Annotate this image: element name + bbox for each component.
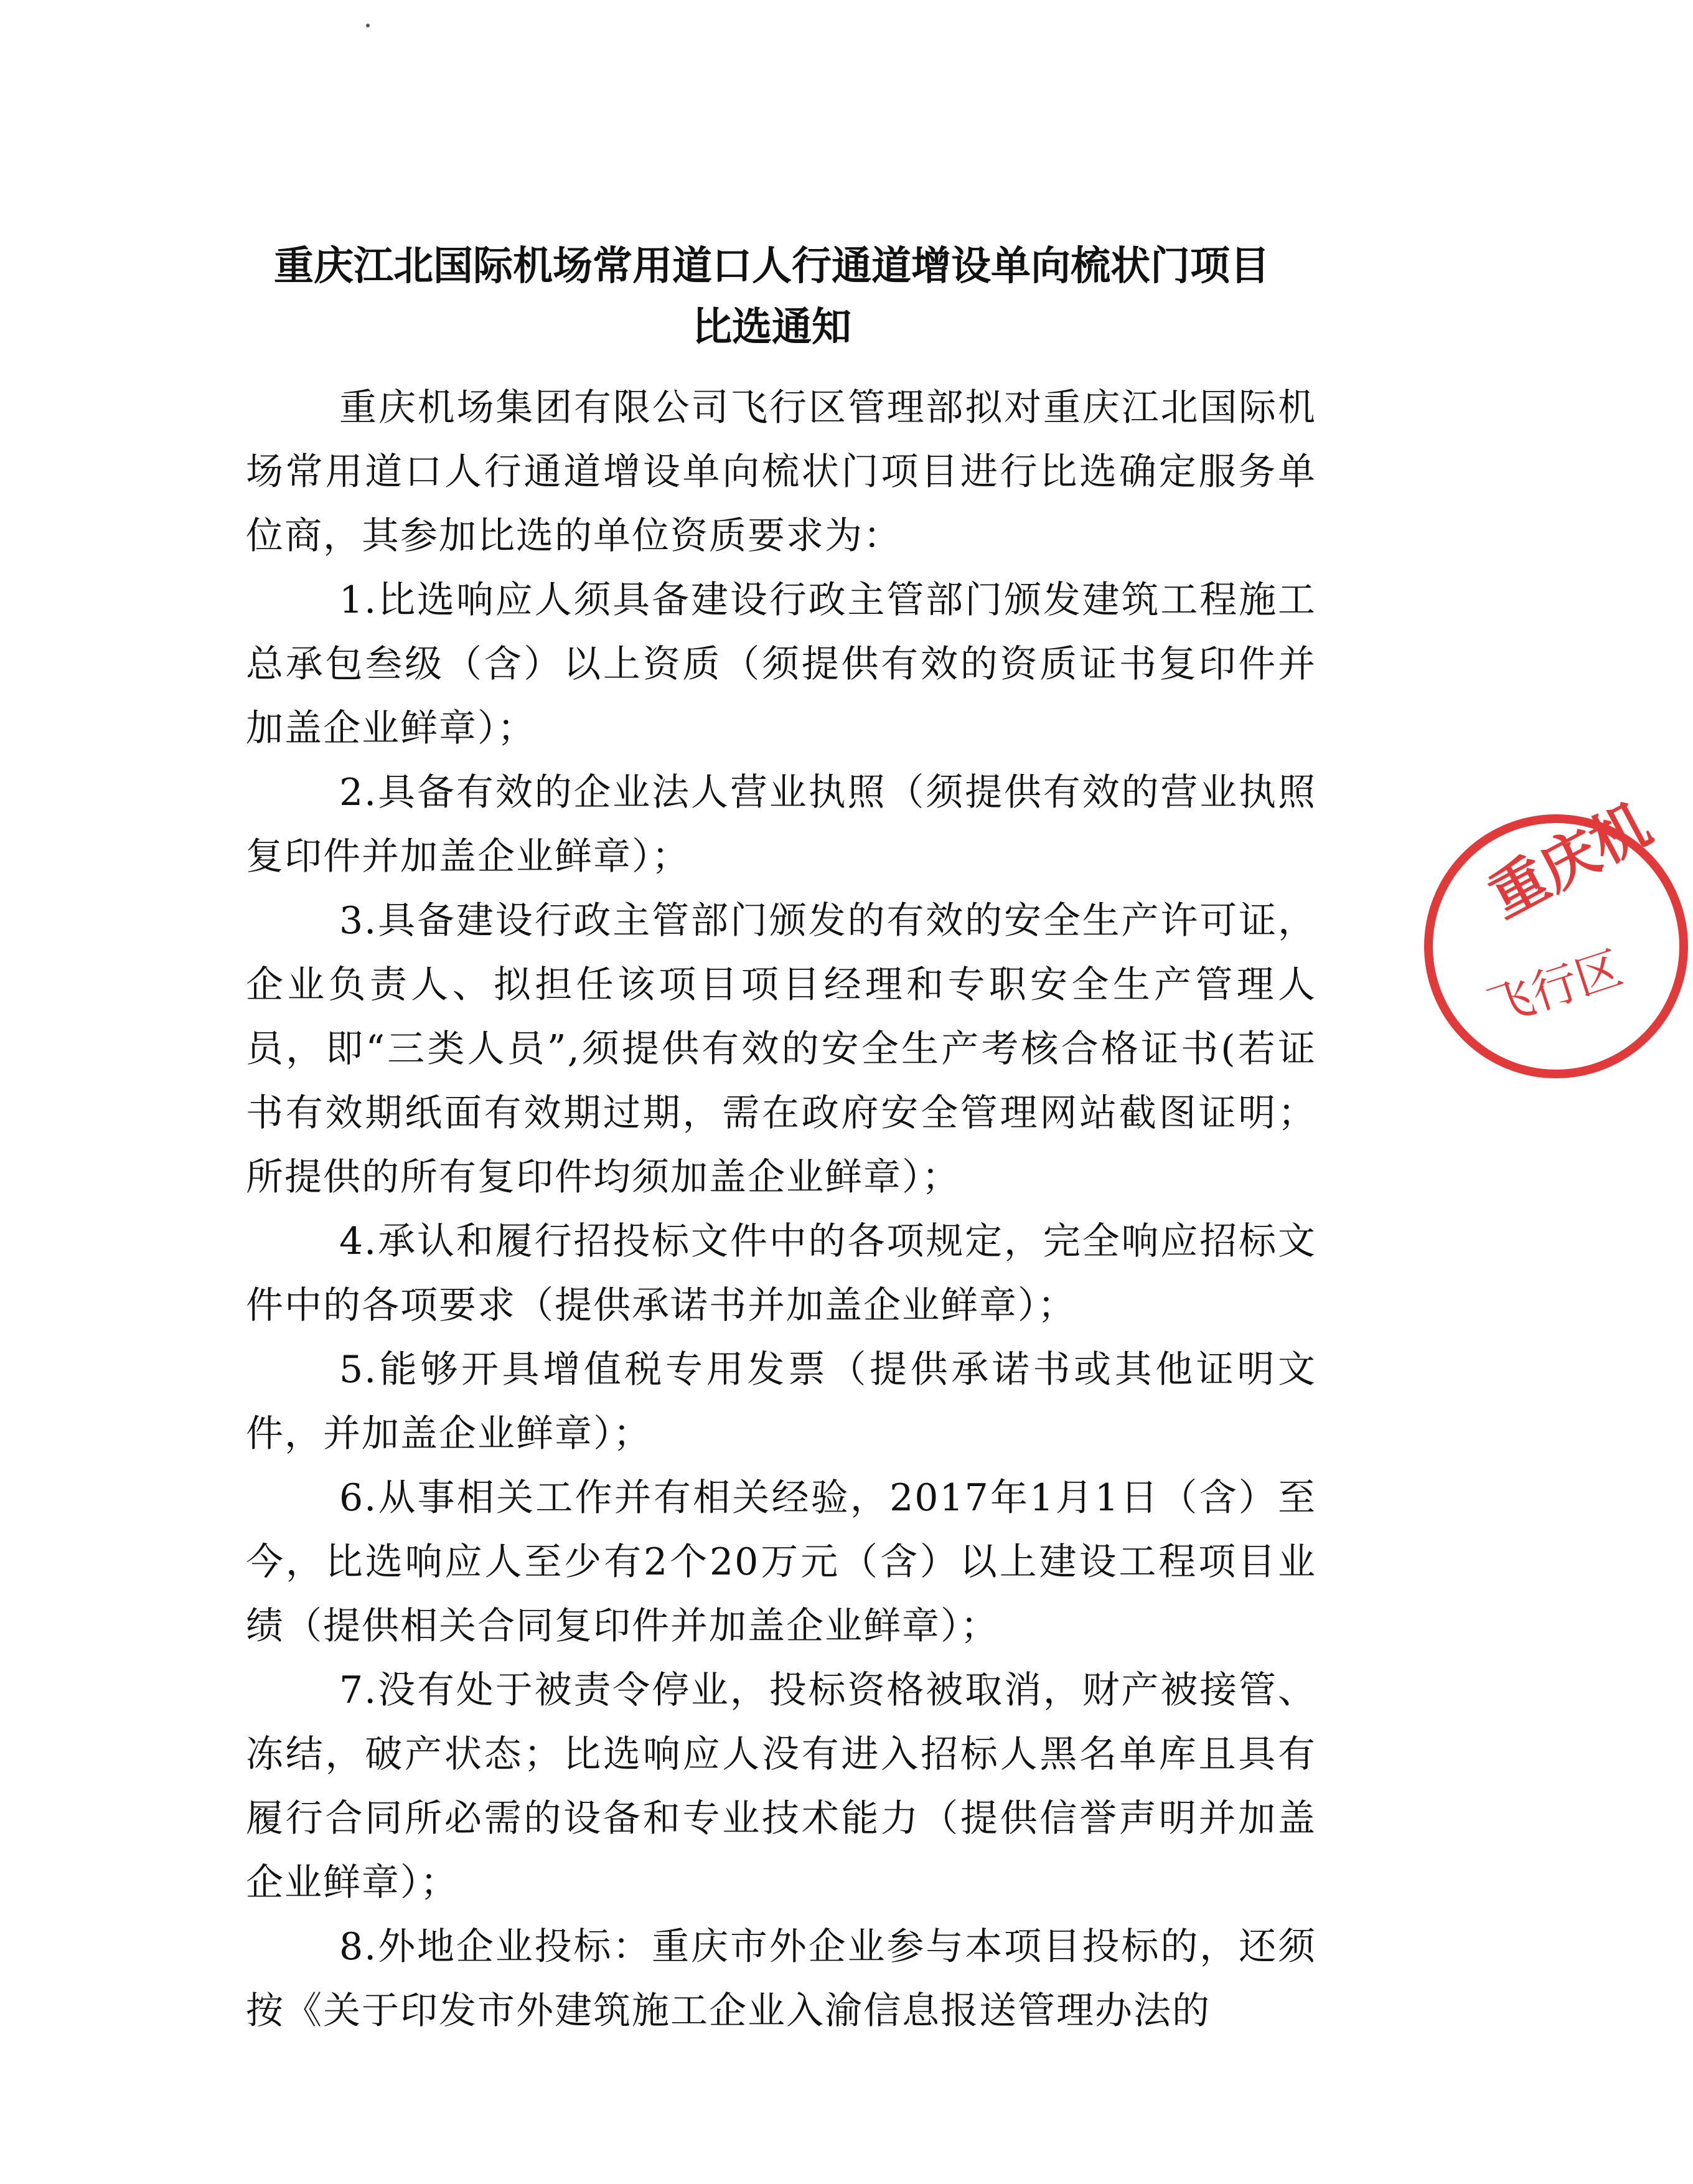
requirement-6: 6.从事相关工作并有相关经验，2017年1月1日（含）至今，比选响应人至少有2个20万元（含）以上建设工程项目业绩（提供相关合同复印件并加盖企业鲜章）； <box>246 1476 1316 1648</box>
document-title-line2: 比选通知 <box>692 304 851 351</box>
requirement-2: 2.具备有效的企业法人营业执照（须提供有效的营业执照复印件并加盖企业鲜章）； <box>246 771 1316 878</box>
document-title-line1: 重庆江北国际机场常用道口人行通道增设单向梳状门项目 <box>274 243 1270 289</box>
requirement-4: 4.承认和履行招投标文件中的各项规定，完全响应招标文件中的各项要求（提供承诺书并加盖企业鲜章）； <box>246 1220 1316 1327</box>
requirement-1: 1.比选响应人须具备建设行政主管部门颁发建筑工程施工总承包叁级（含）以上资质（须提供有效的资质证书复印件并加盖企业鲜章）； <box>246 578 1316 750</box>
requirement-8: 8.外地企业投标：重庆市外企业参与本项目投标的，还须按《关于印发市外建筑施工企业入渝信息报送管理办法的 <box>246 1925 1316 2033</box>
requirement-3: 3.具备建设行政主管部门颁发的有效的安全生产许可证，企业负责人、拟担任该项目项目经理和专职安全生产管理人员，即“三类人员”,须提供有效的安全生产考核合格证书(若证书有效期纸面有效期过期，需在政府安全管理网站截图证明；所提供的所有复印件均须加盖企业鲜章）； <box>246 899 1316 1199</box>
intro-paragraph: 重庆机场集团有限公司飞行区管理部拟对重庆江北国际机场常用道口人行通道增设单向梳状门项目进行比选确定服务单位商，其参加比选的单位资质要求为： <box>246 386 1316 558</box>
official-seal <box>1419 791 1693 1083</box>
requirement-7: 7.没有处于被责令停业，投标资格被取消，财产被接管、冻结，破产状态；比选响应人没有进入招标人黑名单库且具有履行合同所必需的设备和专业技术能力（提供信誉声明并加盖企业鲜章）； <box>246 1669 1316 1904</box>
document-body <box>246 376 1316 2043</box>
seal-top-text: 重庆机 <box>1478 791 1662 931</box>
seal-bottom-text: 飞行区 <box>1480 941 1629 1035</box>
requirement-5: 5.能够开具增值税专用发票（提供承诺书或其他证明文件，并加盖企业鲜章）； <box>246 1348 1316 1456</box>
scan-speck <box>366 24 370 27</box>
